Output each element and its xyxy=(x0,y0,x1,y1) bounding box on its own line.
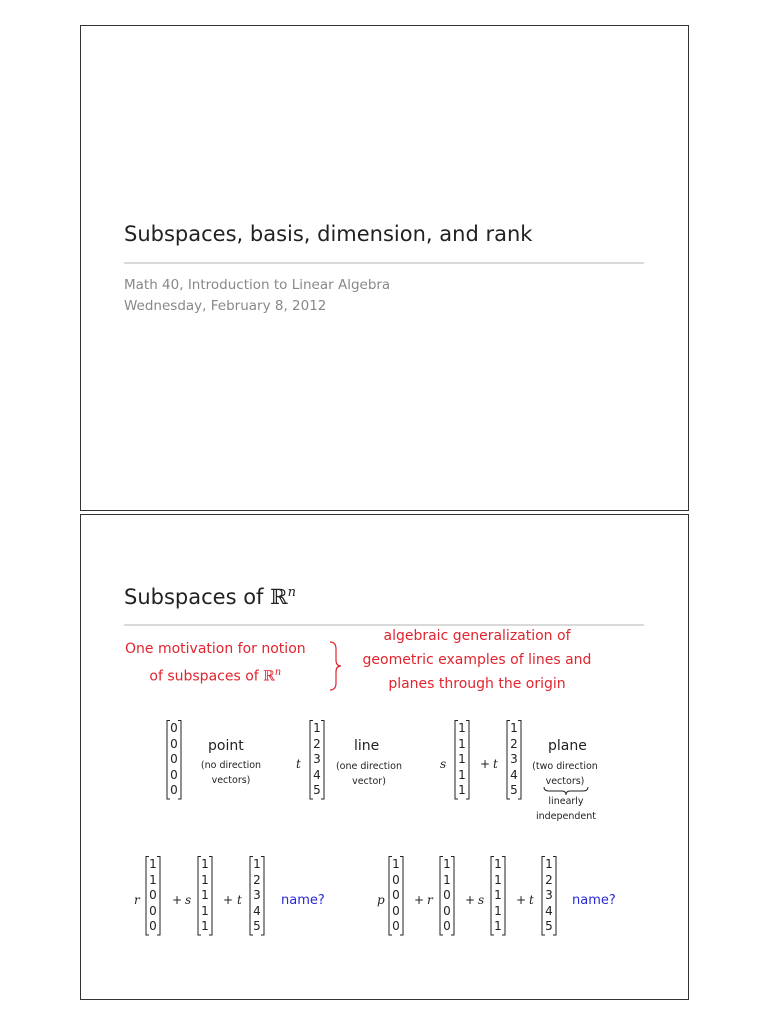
slide-title xyxy=(124,585,296,609)
title-slide xyxy=(80,25,689,511)
combo1-coefficient-r: r xyxy=(134,893,140,907)
vector-entry: 1 xyxy=(458,767,466,782)
vector-entry: 1 xyxy=(443,872,451,887)
vector-entry: 1 xyxy=(494,903,502,918)
vector-entry: 0 xyxy=(170,767,178,782)
slide-title: Subspaces, basis, dimension, and rank xyxy=(124,222,533,246)
vector-entries xyxy=(309,721,325,799)
vector-entry: 2 xyxy=(545,872,553,887)
vector-entry: 0 xyxy=(170,736,178,751)
plane-note-line-1: (two direction xyxy=(532,761,598,772)
vector-entry: 5 xyxy=(510,783,518,797)
vector-entry: 3 xyxy=(510,752,518,766)
plane-coefficient-t: t xyxy=(493,757,498,771)
line-note xyxy=(329,759,409,789)
vector-entry: 1 xyxy=(149,857,157,871)
plus-sign: + xyxy=(414,893,425,907)
plane-note-line-2: vectors) xyxy=(545,776,585,787)
vector-entries xyxy=(490,857,506,935)
vector-entry: 0 xyxy=(170,752,178,766)
point-vector xyxy=(166,720,182,800)
motivation-line-1: One motivation for notion xyxy=(125,641,306,657)
vector-entry: 0 xyxy=(392,872,400,887)
vector-entry: 3 xyxy=(545,888,553,902)
plane-coefficient-s: s xyxy=(440,757,447,771)
motivation-set-symbol: ℝ xyxy=(263,668,275,685)
combo2-vector-2 xyxy=(439,856,455,936)
linearly-independent-note xyxy=(526,794,606,824)
combo2-vector-3 xyxy=(490,856,506,936)
title-exponent: n xyxy=(287,585,296,600)
line-note-line-2: vector) xyxy=(352,776,386,787)
generalization-line-2: geometric examples of lines and xyxy=(362,652,592,668)
vector-entry: 1 xyxy=(510,721,518,735)
title-text: Subspaces of xyxy=(124,585,271,609)
combo1-vector-1 xyxy=(145,856,161,936)
vector-entry: 1 xyxy=(201,903,209,918)
vector-entry: 0 xyxy=(392,919,400,933)
plane-label: plane xyxy=(548,738,587,754)
motivation-exponent: n xyxy=(274,667,282,678)
vector-entry: 1 xyxy=(313,721,321,735)
combo2-question: name? xyxy=(572,893,616,908)
motivation-line-2-text: of subspaces of xyxy=(149,668,264,685)
vector-entry: 5 xyxy=(313,783,321,797)
vector-entries xyxy=(388,857,404,935)
right-brace-icon xyxy=(328,641,342,691)
vector-entry: 0 xyxy=(443,903,451,918)
vector-entries xyxy=(454,721,470,799)
plane-vector-2 xyxy=(506,720,522,800)
vector-entry: 1 xyxy=(201,919,209,933)
combo1-vector-3 xyxy=(249,856,265,936)
title-rule xyxy=(124,262,644,264)
plus-sign: + xyxy=(223,893,234,907)
line-note-line-1: (one direction xyxy=(335,761,403,772)
brace-note-line-2: independent xyxy=(535,811,597,822)
vector-entry: 0 xyxy=(149,919,157,933)
line-vector xyxy=(309,720,325,800)
vector-entry: 0 xyxy=(170,783,178,797)
vector-entry: 3 xyxy=(253,888,261,902)
combo2-coefficient-r: r xyxy=(427,893,433,907)
vector-entry: 0 xyxy=(392,888,400,902)
combo2-coefficient-t: t xyxy=(529,893,534,907)
vector-entry: 4 xyxy=(313,767,321,782)
vector-entry: 3 xyxy=(313,752,321,766)
vector-entry: 1 xyxy=(201,857,209,871)
generalization-text xyxy=(353,624,601,696)
combo2-vector-1 xyxy=(388,856,404,936)
vector-entry: 1 xyxy=(494,872,502,887)
point-note-line-1: (no direction xyxy=(200,760,262,771)
vector-entry: 1 xyxy=(149,872,157,887)
point-note-line-2: vectors) xyxy=(211,775,251,786)
motivation-line-2 xyxy=(125,661,306,689)
vector-entries xyxy=(439,857,455,935)
line-label: line xyxy=(354,738,380,754)
vector-entry: 2 xyxy=(510,736,518,751)
plane-vector-1 xyxy=(454,720,470,800)
vector-entry: 1 xyxy=(458,783,466,797)
vector-entry: 1 xyxy=(392,857,400,871)
combo1-question: name? xyxy=(281,893,325,908)
vector-entries xyxy=(506,721,522,799)
point-label: point xyxy=(208,738,244,754)
vector-entry: 0 xyxy=(443,888,451,902)
subspaces-slide xyxy=(80,514,689,1000)
vector-entries xyxy=(145,857,161,935)
point-note xyxy=(191,758,271,788)
brace-note-line-1: linearly xyxy=(548,796,584,807)
plus-sign: + xyxy=(516,893,527,907)
vector-entry: 2 xyxy=(313,736,321,751)
combo2-vector-4 xyxy=(541,856,557,936)
plane-note xyxy=(525,759,605,789)
vector-entry: 0 xyxy=(170,721,178,735)
plus-sign: + xyxy=(465,893,476,907)
vector-entry: 2 xyxy=(253,872,261,887)
vector-entry: 1 xyxy=(494,919,502,933)
vector-entry: 4 xyxy=(253,903,261,918)
motivation-text xyxy=(125,637,306,689)
vector-entry: 0 xyxy=(149,888,157,902)
combo2-coefficient-s: s xyxy=(478,893,485,907)
generalization-line-3: planes through the origin xyxy=(388,676,566,692)
vector-entry: 1 xyxy=(545,857,553,871)
vector-entry: 1 xyxy=(458,736,466,751)
lecture-date: Wednesday, February 8, 2012 xyxy=(124,298,327,314)
combo1-vector-2 xyxy=(197,856,213,936)
course-name: Math 40, Introduction to Linear Algebra xyxy=(124,277,391,293)
vector-entry: 0 xyxy=(443,919,451,933)
vector-entry: 1 xyxy=(253,857,261,871)
title-set-symbol: ℝ xyxy=(270,585,288,609)
vector-entries xyxy=(166,721,182,799)
vector-entries xyxy=(249,857,265,935)
generalization-line-1: algebraic generalization of xyxy=(383,628,571,644)
line-coefficient: t xyxy=(296,757,301,771)
vector-entries xyxy=(541,857,557,935)
vector-entry: 0 xyxy=(392,903,400,918)
vector-entry: 0 xyxy=(149,903,157,918)
plus-sign: + xyxy=(480,757,491,771)
vector-entry: 1 xyxy=(443,857,451,871)
vector-entry: 1 xyxy=(458,721,466,735)
vector-entry: 4 xyxy=(545,903,553,918)
vector-entry: 1 xyxy=(494,857,502,871)
vector-entry: 1 xyxy=(458,752,466,766)
vector-entry: 5 xyxy=(545,919,553,933)
vector-entry: 1 xyxy=(494,888,502,902)
vector-entry: 1 xyxy=(201,872,209,887)
vector-entry: 4 xyxy=(510,767,518,782)
vector-entry: 5 xyxy=(253,919,261,933)
combo2-coefficient-p: p xyxy=(377,893,385,907)
combo1-coefficient-t: t xyxy=(237,893,242,907)
plus-sign: + xyxy=(172,893,183,907)
vector-entry: 1 xyxy=(201,888,209,902)
vector-entries xyxy=(197,857,213,935)
combo1-coefficient-s: s xyxy=(185,893,192,907)
